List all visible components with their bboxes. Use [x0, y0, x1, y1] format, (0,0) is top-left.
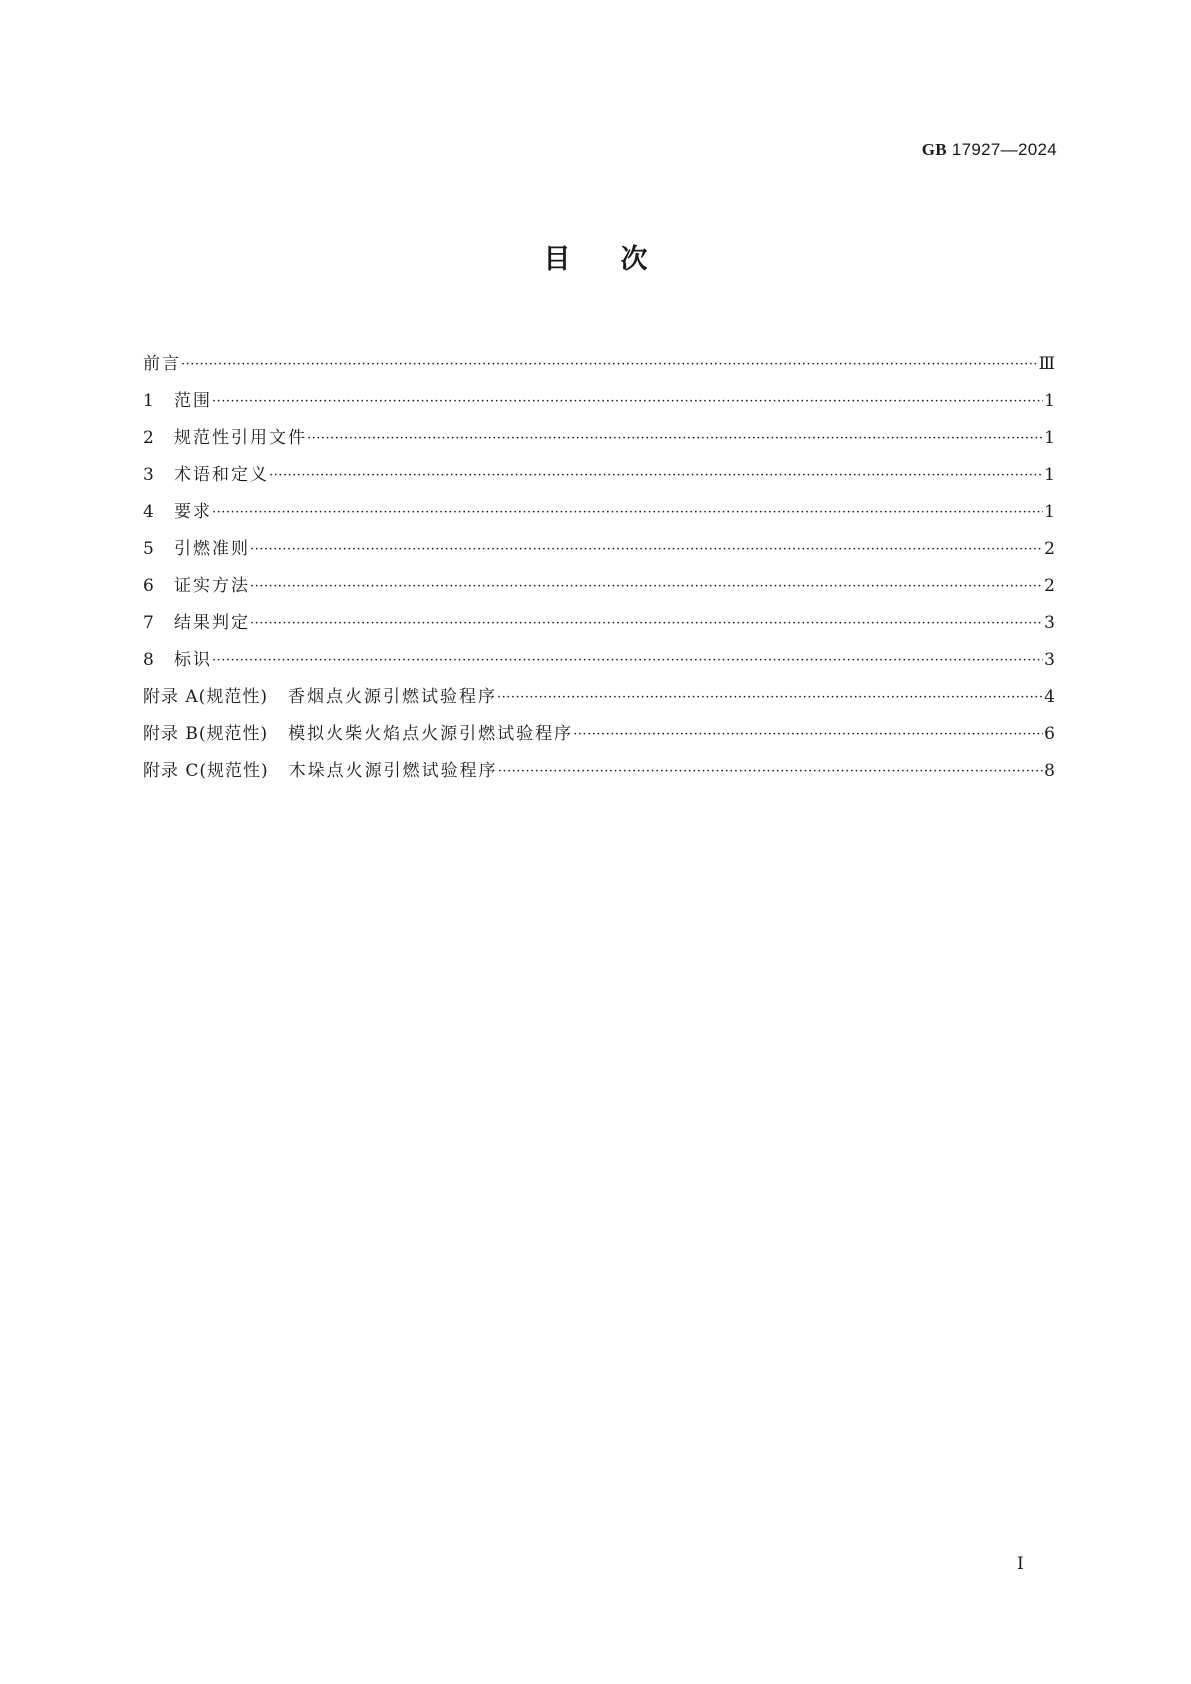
toc-leader-dots — [498, 761, 1043, 783]
toc-item-8[interactable] — [143, 635, 1055, 672]
toc-item-text: 证实方法 — [174, 576, 250, 596]
toc-item-text: 规范性引用文件 — [174, 428, 307, 448]
page-title: 目次 — [543, 244, 698, 275]
toc-item-text: 木垛点火源引燃试验程序 — [288, 761, 498, 781]
toc-item-page: 2 — [1044, 539, 1055, 559]
toc-leader-dots — [269, 465, 1043, 487]
page-number: Ⅰ — [1017, 1554, 1024, 1574]
toc-item-appendix-c[interactable] — [143, 746, 1055, 783]
toc-item-text: 香烟点火源引燃试验程序 — [287, 687, 497, 707]
toc-item-text: 范围 — [174, 391, 212, 411]
toc-item-text: 标识 — [174, 650, 212, 670]
toc-item-number: 4 — [143, 502, 154, 522]
toc-item-page: 3 — [1044, 650, 1055, 670]
toc-item-number: 6 — [143, 576, 154, 596]
toc-leader-dots — [497, 687, 1043, 709]
toc-leader-dots — [250, 576, 1043, 598]
toc-item-page: 6 — [1044, 724, 1055, 744]
toc-item-number: 3 — [143, 465, 154, 485]
toc-item-prefix: 附录 C(规范性) — [143, 761, 269, 781]
toc-item-page: Ⅲ — [1038, 354, 1055, 374]
toc-item-page: 3 — [1044, 613, 1055, 633]
toc-item-7[interactable] — [143, 598, 1055, 635]
toc-item-page: 8 — [1044, 761, 1055, 781]
toc-item-page: 2 — [1044, 576, 1055, 596]
toc-item-page: 1 — [1044, 465, 1055, 485]
toc-item-page: 1 — [1044, 391, 1055, 411]
toc-item-6[interactable] — [143, 561, 1055, 598]
toc-item-text: 引燃准则 — [174, 539, 250, 559]
toc-item-page: 1 — [1044, 428, 1055, 448]
toc-leader-dots — [307, 428, 1043, 450]
toc-item-text: 术语和定义 — [174, 465, 269, 485]
toc-item-text: 结果判定 — [174, 613, 250, 633]
toc-item-number: 5 — [143, 539, 154, 559]
toc-item-page: 4 — [1044, 687, 1055, 707]
toc-leader-dots — [212, 391, 1043, 413]
table-of-contents — [143, 339, 1055, 783]
toc-item-appendix-a[interactable] — [143, 672, 1055, 709]
toc-leader-dots — [212, 502, 1043, 524]
toc-item-1[interactable] — [143, 376, 1055, 413]
toc-item-number: 2 — [143, 428, 154, 448]
toc-item-2[interactable] — [143, 413, 1055, 450]
standard-code — [922, 140, 1057, 160]
toc-item-text: 模拟火柴火焰点火源引燃试验程序 — [288, 724, 574, 744]
toc-item-number: 1 — [143, 391, 154, 411]
toc-item-prefix: 附录 A(规范性) — [143, 687, 268, 707]
toc-leader-dots — [250, 613, 1043, 635]
toc-item-prefix: 附录 B(规范性) — [143, 724, 269, 744]
toc-item-page: 1 — [1044, 502, 1055, 522]
toc-item-number: 7 — [143, 613, 154, 633]
toc-leader-dots — [212, 650, 1043, 672]
toc-item-foreword[interactable] — [143, 339, 1055, 376]
toc-item-text: 要求 — [174, 502, 212, 522]
toc-item-number: 8 — [143, 650, 154, 670]
toc-item-3[interactable] — [143, 450, 1055, 487]
standard-number: 17927—2024 — [946, 140, 1057, 159]
toc-item-text: 前言 — [143, 354, 181, 374]
toc-leader-dots — [181, 354, 1038, 376]
toc-leader-dots — [250, 539, 1043, 561]
toc-item-appendix-b[interactable] — [143, 709, 1055, 746]
toc-item-5[interactable] — [143, 524, 1055, 561]
toc-leader-dots — [573, 724, 1043, 746]
toc-item-4[interactable] — [143, 487, 1055, 524]
standard-prefix: GB — [921, 140, 947, 159]
